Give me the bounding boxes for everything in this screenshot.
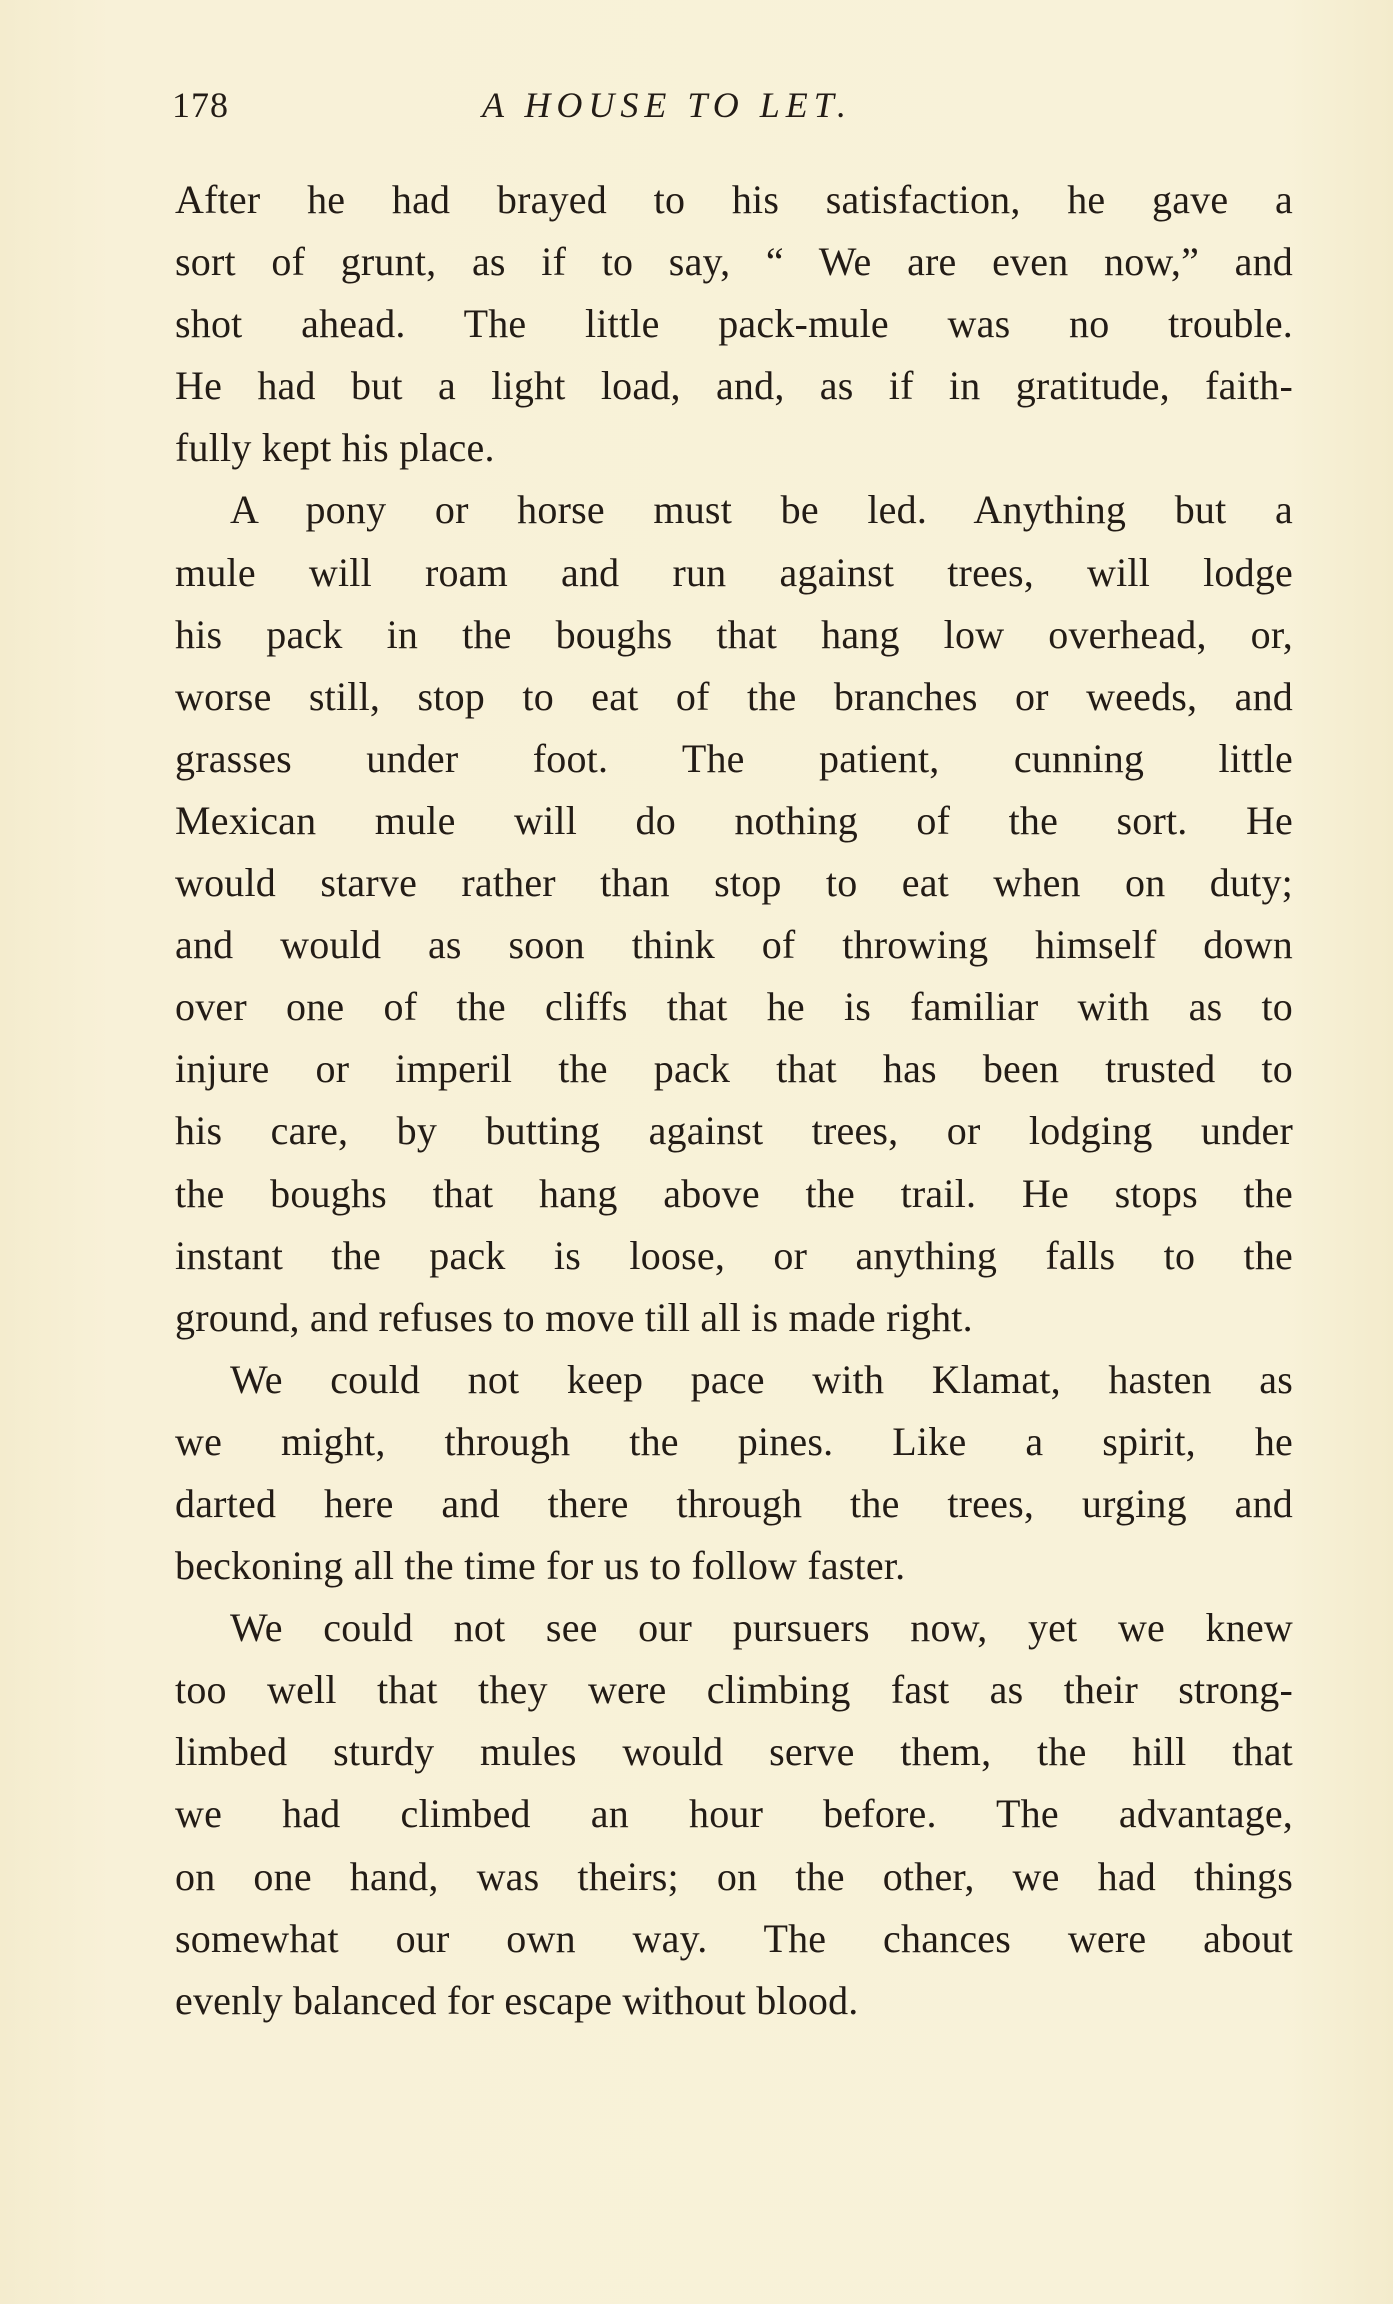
text-line: We could not keep pace with Klamat, hasten as [230, 1356, 1293, 1402]
text-line: limbed sturdy mules would serve them, the hill that [175, 1729, 1293, 1775]
text-line: beckoning all the time for us to follow faster. [175, 1543, 906, 1589]
text-line: and would as soon think of throwing himself down [175, 922, 1293, 968]
text-line: his care, by butting against trees, or lodging under [175, 1108, 1293, 1154]
text-line: instant the pack is loose, or anything falls to the [175, 1232, 1293, 1278]
text-line: injure or imperil the pack that has been trusted to [175, 1046, 1293, 1092]
running-title: A HOUSE TO LET. [482, 85, 853, 125]
text-line: He had but a light load, and, as if in gratitude, faith- [175, 363, 1293, 409]
text-line: darted here and there through the trees, urging and [175, 1480, 1293, 1526]
text-line: worse still, stop to eat of the branches or weeds, and [175, 673, 1293, 719]
text-line: After he had brayed to his satisfaction, he gave a [175, 177, 1293, 222]
text-line: somewhat our own way. The chances were about [175, 1915, 1293, 1961]
text-line: mule will roam and run against trees, will lodge [175, 549, 1293, 595]
text-line: We could not see our pursuers now, yet we knew [230, 1605, 1293, 1651]
text-line: too well that they were climbing fast as their strong- [175, 1667, 1293, 1713]
text-line: fully kept his place. [175, 425, 495, 471]
text-line: Mexican mule will do nothing of the sort. He [175, 797, 1293, 843]
text-line: we might, through the pines. Like a spirit, he [175, 1418, 1293, 1464]
text-line: sort of grunt, as if to say, “ We are even now,” and [175, 239, 1293, 285]
text-line: we had climbed an hour before. The advantage, [175, 1791, 1293, 1837]
text-line: his pack in the boughs that hang low overhead, or, [175, 611, 1293, 657]
body-text [175, 169, 1293, 2032]
page-header [172, 84, 1292, 134]
text-line: shot ahead. The little pack-mule was no trouble. [175, 301, 1293, 347]
text-line: grasses under foot. The patient, cunning little [175, 735, 1293, 781]
text-line: A pony or horse must be led. Anything but a [230, 487, 1293, 533]
text-line: the boughs that hang above the trail. He stops the [175, 1170, 1293, 1216]
text-line: evenly balanced for escape without blood. [175, 1977, 859, 2023]
text-line: over one of the cliffs that he is familiar with as to [175, 984, 1293, 1030]
text-line: on one hand, was theirs; on the other, we had things [175, 1853, 1293, 1899]
text-line: ground, and refuses to move till all is made right. [175, 1294, 973, 1340]
page-number: 178 [172, 85, 229, 125]
text-line: would starve rather than stop to eat when on duty; [175, 860, 1293, 906]
